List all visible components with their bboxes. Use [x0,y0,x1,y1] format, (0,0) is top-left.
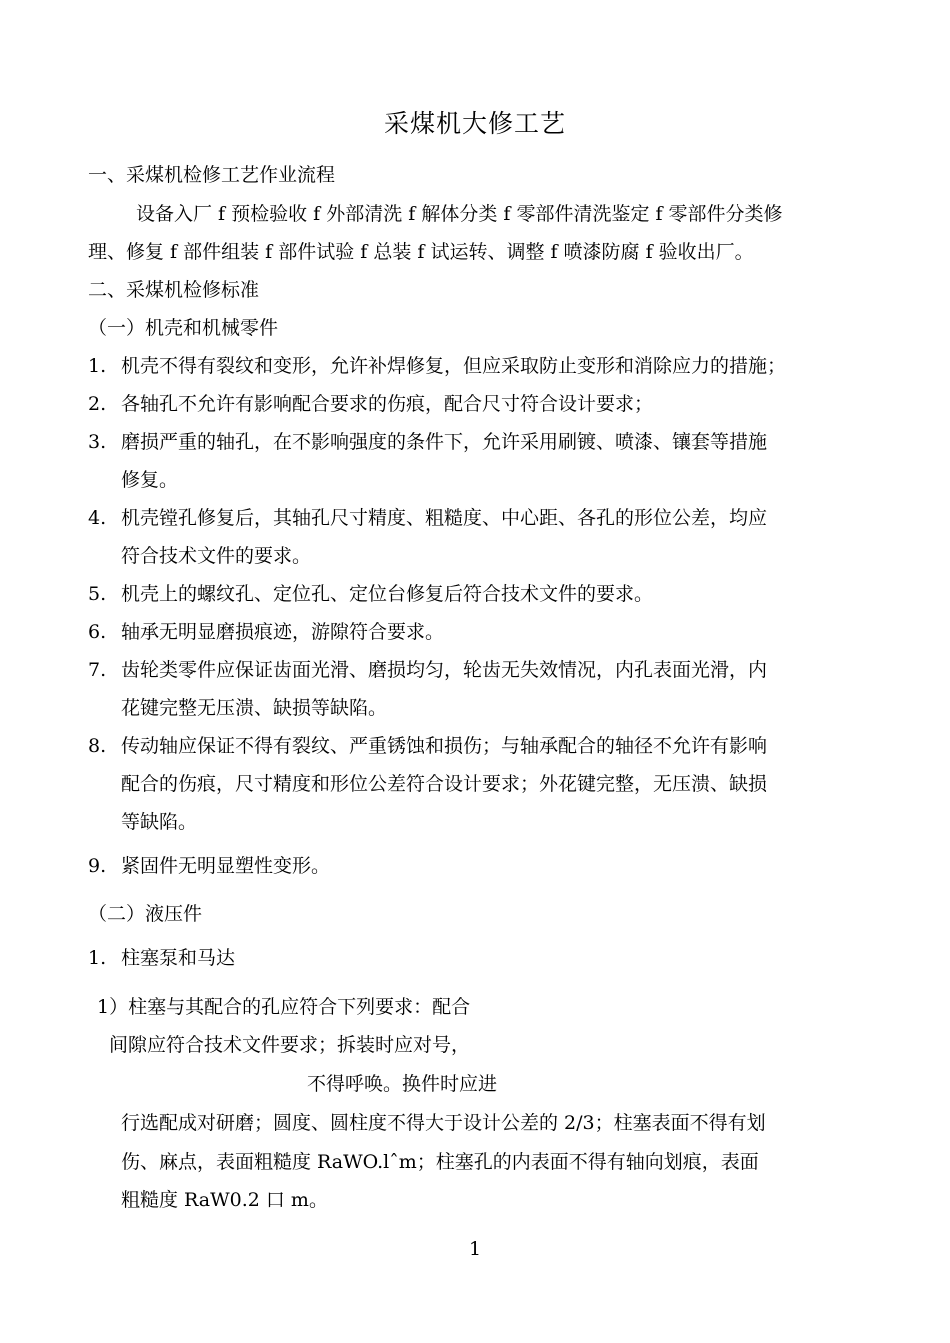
item-text: 柱塞泵和马达 [121,947,236,969]
item-text-continued: 符合技术文件的要求。 [121,545,312,567]
item-text-continued: 等缺陷。 [121,811,198,833]
requirement-line: 不得呼唤。换件时应进 [307,1073,498,1095]
item-number: 5. [88,583,107,605]
item-text-continued: 修复。 [121,469,179,491]
item-number: 3. [88,431,107,453]
section-heading-2: 二、采煤机检修标准 [88,279,260,301]
item-number: 1. [88,947,107,969]
item-number: 2. [88,393,107,415]
page-number: 1 [468,1238,482,1260]
requirement-line: 间隙应符合技术文件要求；拆装时应对号， [109,1034,471,1056]
item-number: 4. [88,507,107,529]
item-text-continued: 花键完整无压溃、缺损等缺陷。 [121,697,388,719]
requirement-line: 伤、麻点，表面粗糙度 RaWO.lˆm；柱塞孔的内表面不得有轴向划痕，表面 [121,1151,759,1173]
item-text: 齿轮类零件应保证齿面光滑、磨损均匀，轮齿无失效情况，内孔表面光滑，内 [121,659,768,681]
item-text: 机壳不得有裂纹和变形，允许补焊修复，但应采取防止变形和消除应力的措施； [121,355,787,377]
item-text: 轴承无明显磨损痕迹，游隙符合要求。 [121,621,445,643]
item-text: 各轴孔不允许有影响配合要求的伤痕，配合尺寸符合设计要求； [121,393,654,415]
requirement-line: 行选配成对研磨；圆度、圆柱度不得大于设计公差的 2/3；柱塞表面不得有划 [121,1112,766,1134]
item-text: 紧固件无明显塑性变形。 [121,855,331,877]
item-text: 机壳镗孔修复后，其轴孔尺寸精度、粗糙度、中心距、各孔的形位公差，均应 [121,507,768,529]
item-text-continued: 配合的伤痕，尺寸精度和形位公差符合设计要求；外花键完整，无压溃、缺损 [121,773,768,795]
section-heading-1: 一、采煤机检修工艺作业流程 [88,164,336,186]
item-text: 传动轴应保证不得有裂纹、严重锈蚀和损伤；与轴承配合的轴径不允许有影响 [121,735,768,757]
item-number: 7. [88,659,107,681]
flow-line-2: 理、修复 f 部件组装 f 部件试验 f 总装 f 试运转、调整 f 喷漆防腐 f 验收出厂。 [88,241,754,263]
document-title: 采煤机大修工艺 [383,109,566,138]
item-text: 机壳上的螺纹孔、定位孔、定位台修复后符合技术文件的要求。 [121,583,654,605]
item-text: 磨损严重的轴孔，在不影响强度的条件下，允许采用刷镀、喷漆、镶套等措施 [121,431,768,453]
item-number: 8. [88,735,107,757]
requirement-line: 1）柱塞与其配合的孔应符合下列要求：配合 [97,996,471,1018]
requirement-line: 粗糙度 RaW0.2 口 m。 [121,1189,328,1211]
flow-line-1: 设备入厂 f 预检验收 f 外部清洗 f 解体分类 f 零部件清洗鉴定 f 零部件分类修 [136,203,783,225]
item-number: 1. [88,355,107,377]
item-number: 6. [88,621,107,643]
subsection-heading-1: （一）机壳和机械零件 [88,317,279,339]
item-number: 9. [88,855,107,877]
subsection-heading-2: （二）液压件 [88,903,203,925]
